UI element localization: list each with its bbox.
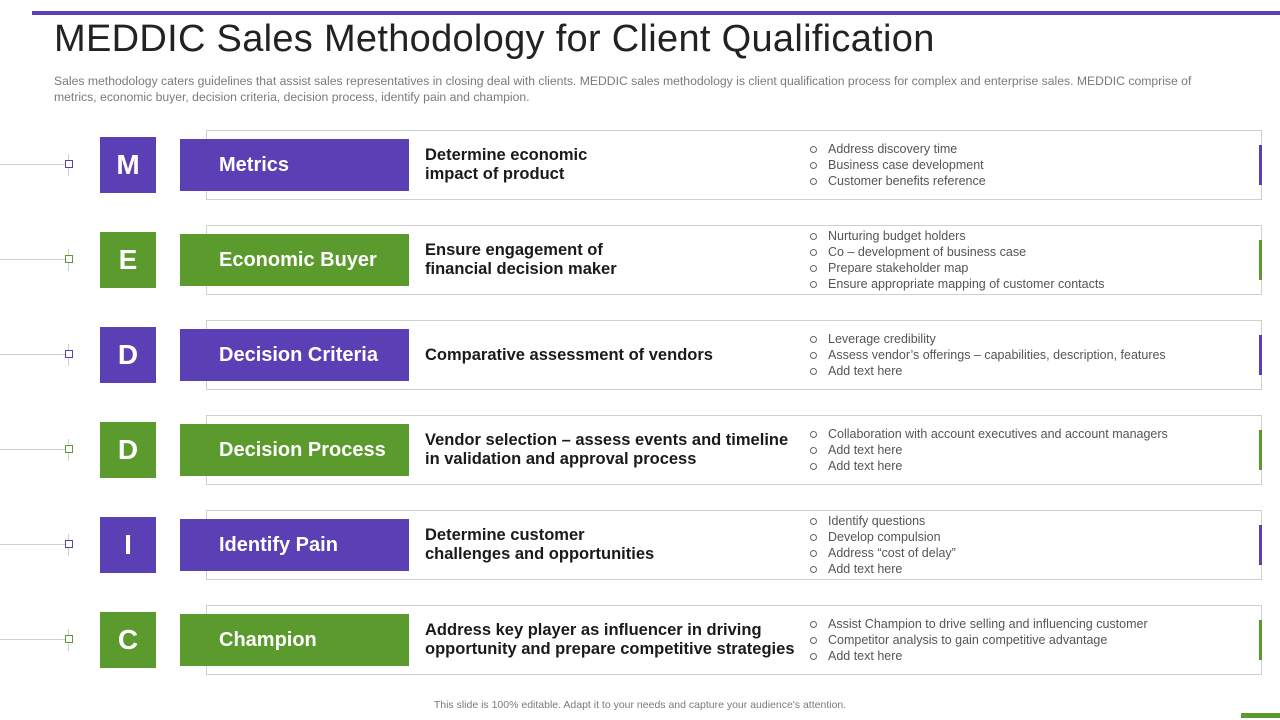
bullet-list: [808, 510, 1258, 580]
bullet-list: [808, 320, 1258, 390]
stage-description-text: Determine customer challenges and opportunities: [425, 526, 655, 563]
connector-line: [0, 259, 66, 260]
slide-title: MEDDIC Sales Methodology for Client Qualification: [54, 18, 935, 60]
connector-line: [0, 164, 66, 165]
stage-description: [425, 130, 795, 200]
connector-node: [65, 350, 73, 358]
bullet-list: [808, 225, 1258, 295]
bullet-item: Co – development of business case: [808, 244, 1258, 260]
stage-description-text: Determine economic impact of product: [425, 146, 588, 183]
bullet-list: [808, 415, 1258, 485]
connector-line: [0, 544, 66, 545]
meddic-row: [0, 320, 1280, 390]
bullet-item: Add text here: [808, 363, 1258, 379]
connector-line: [0, 639, 66, 640]
bullet-list: [808, 605, 1258, 675]
bullet-item: Assist Champion to drive selling and influencing customer: [808, 616, 1258, 632]
slide-subtitle: Sales methodology caters guidelines that assist sales representatives in closing deal with clients. MEDDIC sales methodology is client qualification process for complex and enterprise sales. MEDDIC comprise of metrics, economic buyer, decision criteria, decision process, identify pain and champion.: [54, 74, 1192, 104]
stage-description: [425, 320, 795, 390]
connector-node: [65, 445, 73, 453]
stage-label: Identify Pain: [180, 519, 409, 571]
stage-description-text: Vendor selection – assess events and timeline in validation and approval process: [425, 431, 789, 468]
bullet-item: Address discovery time: [808, 141, 1258, 157]
bullet-item: Assess vendor’s offerings – capabilities, description, features: [808, 347, 1258, 363]
connector-node: [65, 255, 73, 263]
connector-node: [65, 160, 73, 168]
meddic-row: [0, 130, 1280, 200]
card-accent: [1259, 620, 1262, 660]
stage-label: Economic Buyer: [180, 234, 409, 286]
letter-badge: C: [100, 612, 156, 668]
bullet-item: Business case development: [808, 157, 1258, 173]
connector-line: [0, 449, 66, 450]
letter-badge: I: [100, 517, 156, 573]
meddic-row: [0, 225, 1280, 295]
stage-description: [425, 225, 795, 295]
card-accent: [1259, 430, 1262, 470]
letter-badge: M: [100, 137, 156, 193]
bullet-item: Add text here: [808, 561, 1258, 577]
bullet-list: [808, 130, 1258, 200]
bullet-item: Add text here: [808, 442, 1258, 458]
stage-description-text: Address key player as influencer in driving opportunity and prepare competitive strategies: [425, 621, 795, 658]
stage-description: [425, 510, 795, 580]
bullet-item: Competitor analysis to gain competitive advantage: [808, 632, 1258, 648]
bullet-item: Add text here: [808, 648, 1258, 664]
corner-accent-bar: [1241, 713, 1280, 718]
connector-line: [0, 354, 66, 355]
meddic-row: [0, 415, 1280, 485]
bullet-item: Add text here: [808, 458, 1258, 474]
stage-description-text: Ensure engagement of financial decision maker: [425, 241, 617, 278]
stage-description: [425, 415, 795, 485]
bullet-item: Ensure appropriate mapping of customer contacts: [808, 276, 1258, 292]
connector-node: [65, 540, 73, 548]
bullet-item: Identify questions: [808, 513, 1258, 529]
card-accent: [1259, 335, 1262, 375]
meddic-row: [0, 510, 1280, 580]
letter-badge: D: [100, 327, 156, 383]
footer-note: This slide is 100% editable. Adapt it to your needs and capture your audience's attention.: [433, 699, 847, 711]
card-accent: [1259, 145, 1262, 185]
stage-description-text: Comparative assessment of vendors: [425, 345, 713, 364]
bullet-item: Collaboration with account executives and account managers: [808, 426, 1258, 442]
connector-node: [65, 635, 73, 643]
card-accent: [1259, 240, 1262, 280]
bullet-item: Nurturing budget holders: [808, 228, 1258, 244]
letter-badge: D: [100, 422, 156, 478]
stage-label: Decision Criteria: [180, 329, 409, 381]
stage-description: [425, 605, 795, 675]
bullet-item: Prepare stakeholder map: [808, 260, 1258, 276]
stage-label: Champion: [180, 614, 409, 666]
bullet-item: Customer benefits reference: [808, 173, 1258, 189]
stage-label: Decision Process: [180, 424, 409, 476]
stage-label: Metrics: [180, 139, 409, 191]
bullet-item: Develop compulsion: [808, 529, 1258, 545]
bullet-item: Address “cost of delay”: [808, 545, 1258, 561]
card-accent: [1259, 525, 1262, 565]
bullet-item: Leverage credibility: [808, 331, 1258, 347]
letter-badge: E: [100, 232, 156, 288]
meddic-row: [0, 605, 1280, 675]
